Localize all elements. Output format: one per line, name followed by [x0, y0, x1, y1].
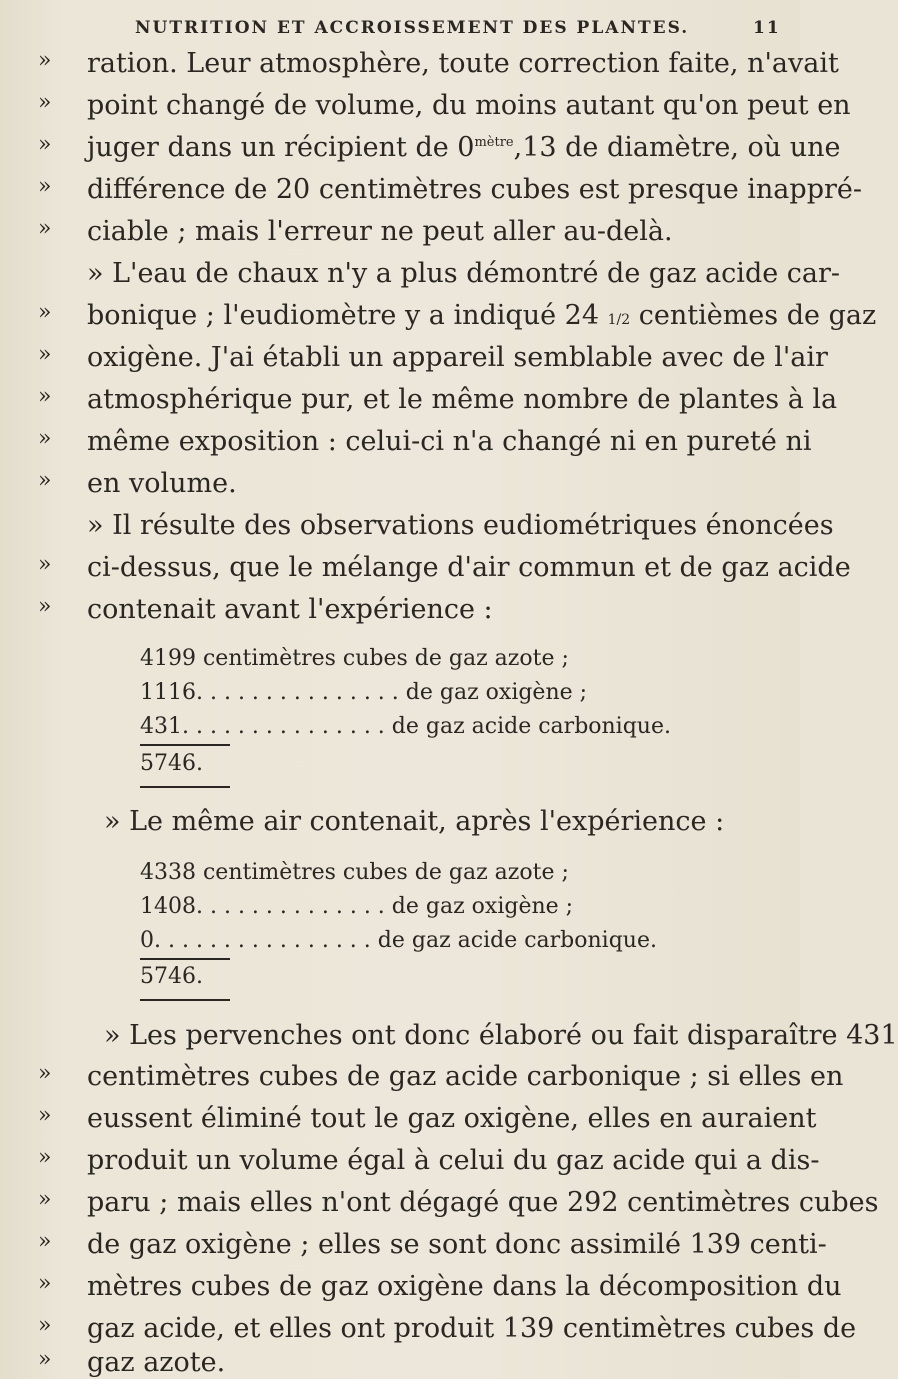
quote-mark: »: [38, 426, 52, 451]
text-line: gaz acide, et elles ont produit 139 centimètres cubes de: [87, 1313, 857, 1344]
table-row: 4199 centimètres cubes de gaz azote ;: [140, 646, 569, 671]
text-line: centimètres cubes de gaz acide carbonique ; si elles en: [87, 1061, 844, 1092]
text-line: atmosphérique pur, et le même nombre de plantes à la: [87, 384, 838, 415]
sum-rule: [140, 999, 230, 1001]
quote-mark: »: [38, 384, 52, 409]
quote-mark: »: [38, 1061, 52, 1086]
header-title: NUTRITION ET ACCROISSEMENT DES PLANTES.: [135, 18, 690, 38]
text-line: eussent éliminé tout le gaz oxigène, elles en auraient: [87, 1103, 817, 1134]
text-line: gaz azote.: [87, 1347, 226, 1378]
quote-mark: »: [38, 1187, 52, 1212]
text-line: juger dans un récipient de $0^{mètre},13$ de diamètre, où une: [87, 132, 841, 163]
table-row: 1116. . . . . . . . . . . . . . . de gaz oxigène ;: [140, 680, 588, 705]
fraction: 1/2: [607, 312, 631, 328]
quote-mark: »: [38, 1271, 52, 1296]
quote-mark: »: [38, 552, 52, 577]
sum-rule: [140, 786, 230, 788]
quote-mark: »: [38, 342, 52, 367]
text-line: » Il résulte des observations eudiométriques énoncées: [87, 510, 834, 541]
text-line: » Le même air contenait, après l'expérience :: [104, 806, 725, 837]
text-line: contenait avant l'expérience :: [87, 594, 493, 625]
quote-mark: »: [38, 468, 52, 493]
quote-mark: »: [38, 174, 52, 199]
text-line: différence de 20 centimètres cubes est presque inappré-: [87, 174, 862, 205]
sum-rule: [140, 744, 230, 746]
text-line: ration. Leur atmosphère, toute correction faite, n'avait: [87, 48, 839, 79]
table-row: 0. . . . . . . . . . . . . . . . de gaz acide carbonique.: [140, 928, 657, 953]
quote-mark: »: [38, 594, 52, 619]
table-row: 431. . . . . . . . . . . . . . . de gaz acide carbonique.: [140, 714, 671, 739]
quote-mark: »: [38, 1229, 52, 1254]
text-line: même exposition : celui-ci n'a changé ni en pureté ni: [87, 426, 812, 457]
text-line: ciable ; mais l'erreur ne peut aller au-delà.: [87, 216, 673, 247]
text-line: » Les pervenches ont donc élaboré ou fait disparaître 431: [104, 1020, 898, 1051]
text-line: mètres cubes de gaz oxigène dans la décomposition du: [87, 1271, 842, 1302]
text-line: en volume.: [87, 468, 237, 499]
table-total: 5746.: [140, 751, 203, 776]
quote-mark: »: [38, 300, 52, 325]
quote-mark: »: [38, 1103, 52, 1128]
table-total: 5746.: [140, 964, 203, 989]
quote-mark: »: [38, 90, 52, 115]
quote-mark: »: [38, 132, 52, 157]
sum-rule: [140, 958, 230, 960]
table-row: 4338 centimètres cubes de gaz azote ;: [140, 860, 569, 885]
text-line: bonique ; l'eudiomètre y a indiqué 24 1/2 centièmes de gaz: [87, 300, 877, 331]
text-line: oxigène. J'ai établi un appareil semblable avec de l'air: [87, 342, 828, 373]
text-line: de gaz oxigène ; elles se sont donc assimilé 139 centi-: [87, 1229, 827, 1260]
text-line: ci-dessus, que le mélange d'air commun et de gaz acide: [87, 552, 851, 583]
text-line: produit un volume égal à celui du gaz acide qui a dis-: [87, 1145, 820, 1176]
quote-mark: »: [38, 1145, 52, 1170]
quote-mark: »: [38, 1313, 52, 1338]
text-line: point changé de volume, du moins autant qu'on peut en: [87, 90, 851, 121]
quote-mark: »: [38, 216, 52, 241]
table-row: 1408. . . . . . . . . . . . . . de gaz oxigène ;: [140, 894, 574, 919]
superscript: mètre: [474, 135, 514, 150]
text-line: paru ; mais elles n'ont dégagé que 292 centimètres cubes: [87, 1187, 879, 1218]
quote-mark: »: [38, 48, 52, 73]
page-number: 11: [753, 18, 781, 38]
quote-mark: »: [38, 1347, 52, 1372]
text-line: » L'eau de chaux n'y a plus démontré de gaz acide car-: [87, 258, 841, 289]
